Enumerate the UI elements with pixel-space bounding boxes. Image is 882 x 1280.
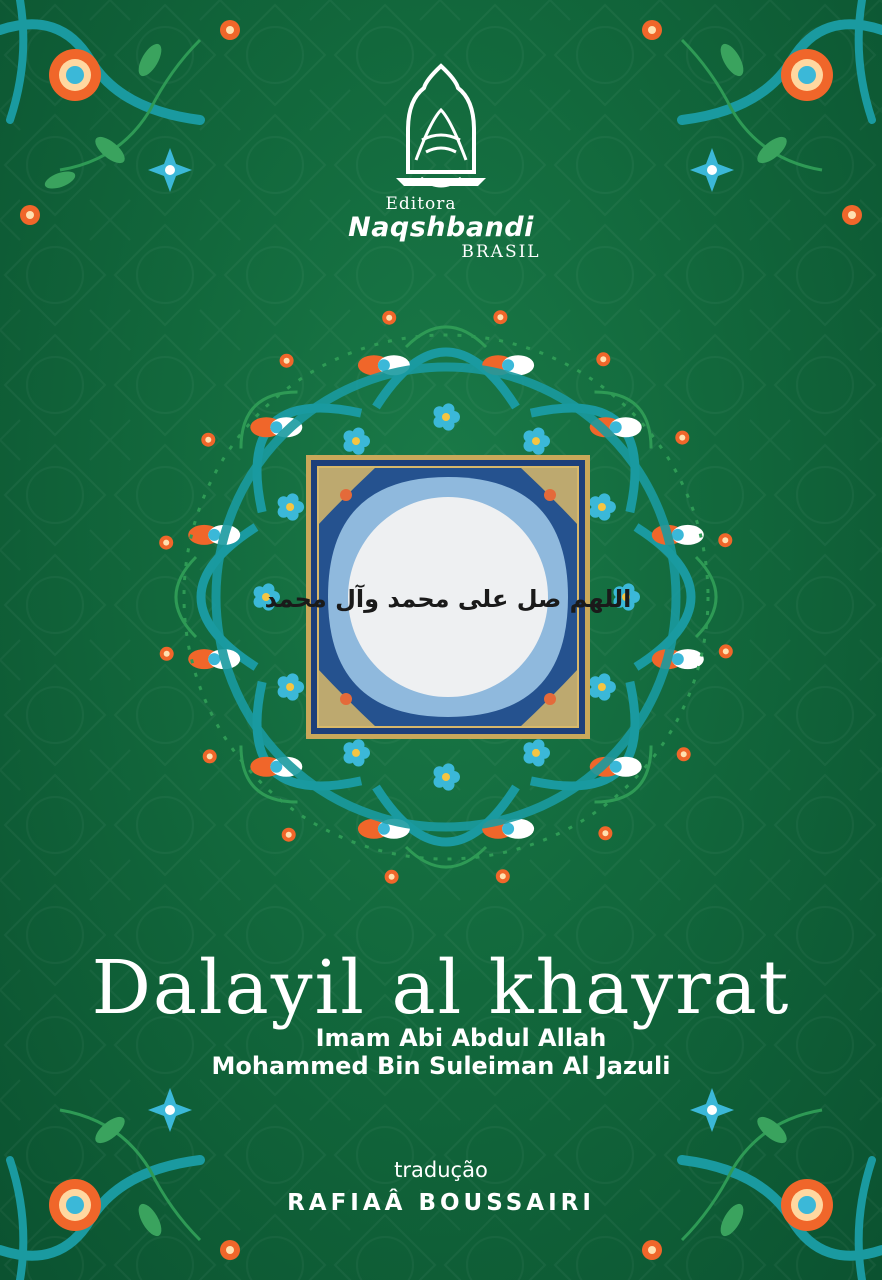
- book-title: Dalayil al khayrat: [91, 945, 791, 1031]
- author-line-1: Imam Abi Abdul Allah: [315, 1024, 607, 1052]
- publisher-logo: [0, 60, 882, 262]
- publisher-country: BRASIL: [461, 242, 541, 262]
- translation-label: tradução: [394, 1158, 488, 1182]
- arched-calligraphy-emblem-icon: [386, 60, 496, 200]
- author-line-2: Mohammed Bin Suleiman Al Jazuli: [211, 1052, 671, 1080]
- publisher-name: Naqshbandi: [348, 212, 534, 243]
- arabic-calligraphy: اللهم صل على محمد وآل محمد: [264, 585, 632, 613]
- calligraphy-panel: [264, 455, 632, 739]
- translator-name: RAFIAÂ BOUSSAIRI: [287, 1190, 595, 1216]
- publisher-label-small: Editora: [385, 194, 457, 214]
